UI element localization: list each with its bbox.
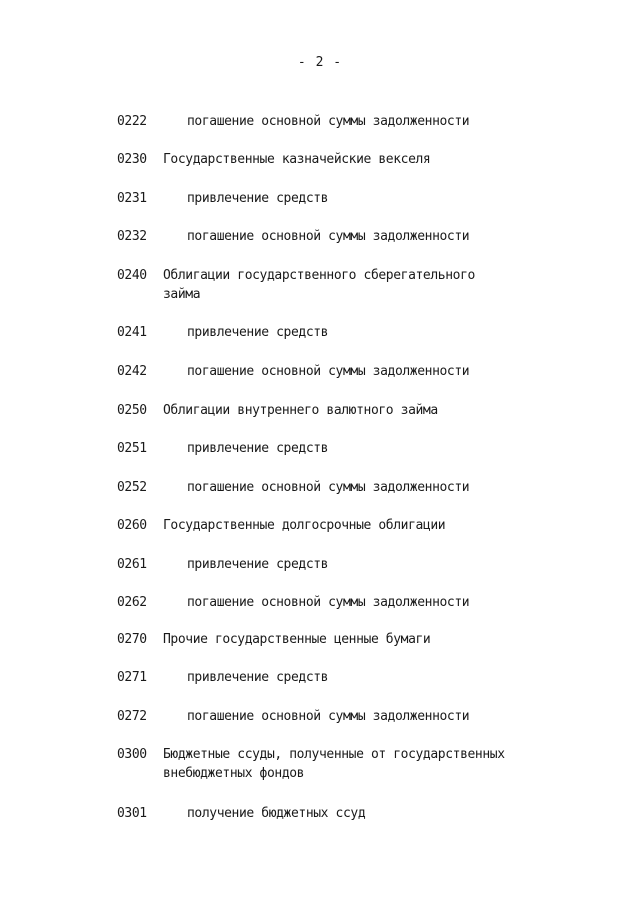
entry-text: Государственные долгосрочные облигации [163, 518, 446, 533]
entry-code: 0261 [117, 557, 147, 572]
entry-code: 0232 [117, 229, 147, 244]
entry-text: погашение основной суммы задолженности [187, 480, 470, 495]
entry-text: привлечение средств [187, 191, 329, 206]
entry-text: погашение основной суммы задолженности [187, 229, 470, 244]
entry-code: 0270 [117, 632, 147, 647]
entry-code: 0272 [117, 709, 147, 724]
entry-text: погашение основной суммы задолженности [187, 709, 470, 724]
entry-text: Государственные казначейские векселя [163, 152, 431, 167]
entry-code: 0271 [117, 670, 147, 685]
entry-text: Облигации внутреннего валютного займа [163, 403, 438, 418]
entry-code: 0242 [117, 364, 147, 379]
entry-text: Облигации государственного сберегательного займа [163, 268, 475, 302]
entry-text: привлечение средств [187, 670, 329, 685]
entry-text: Прочие государственные ценные бумаги [163, 632, 431, 647]
entry-code: 0250 [117, 403, 147, 418]
entry-code: 0301 [117, 806, 147, 821]
entry-code: 0240 [117, 268, 147, 283]
entry-text: привлечение средств [187, 325, 329, 340]
entry-code: 0231 [117, 191, 147, 206]
entry-text: погашение основной суммы задолженности [187, 114, 470, 129]
entry-code: 0251 [117, 441, 147, 456]
entry-code: 0222 [117, 114, 147, 129]
entry-code: 0252 [117, 480, 147, 495]
entry-code: 0230 [117, 152, 147, 167]
entry-code: 0262 [117, 595, 147, 610]
entry-text: привлечение средств [187, 557, 329, 572]
entry-code: 0300 [117, 747, 147, 762]
entry-code: 0260 [117, 518, 147, 533]
entry-text: получение бюджетных ссуд [187, 806, 366, 821]
entry-text: привлечение средств [187, 441, 329, 456]
entry-text: погашение основной суммы задолженности [187, 364, 470, 379]
entry-text: погашение основной суммы задолженности [187, 595, 470, 610]
entry-text: Бюджетные ссуды, полученные от государственных внебюджетных фондов [163, 747, 505, 781]
entry-code: 0241 [117, 325, 147, 340]
page-number: - 2 - [297, 55, 343, 70]
